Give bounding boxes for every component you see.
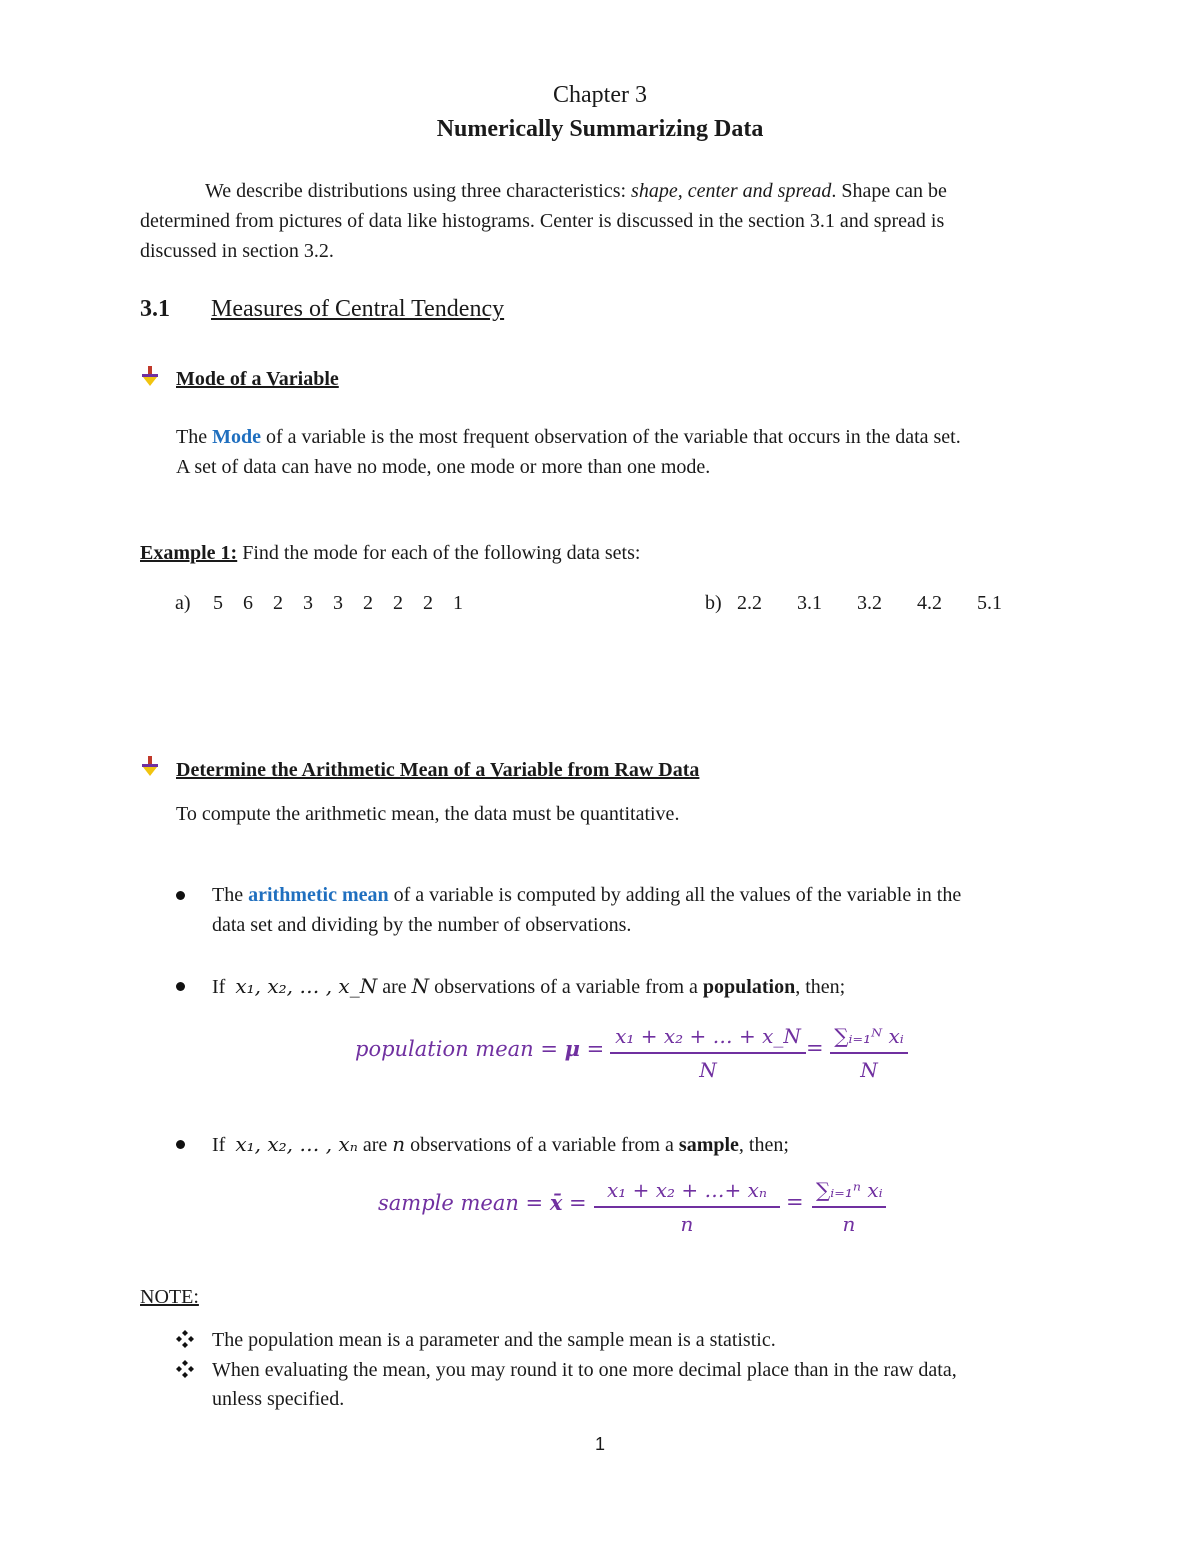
bullet-icon bbox=[176, 982, 185, 991]
example-1a-values: 5 6 2 3 3 2 2 2 1 bbox=[213, 592, 463, 614]
intro-line-2: determined from pictures of data like histograms. Center is discussed in the section 3.1 and spread is bbox=[140, 210, 945, 232]
sample-mean-fraction: $\frac{\text{x₁ + x₂ + …+ xₙ}}{n}$ bbox=[594, 1178, 780, 1236]
section-title: Measures of Central Tendency bbox=[211, 296, 505, 322]
note-item-2: When evaluating the mean, you may round it to one more decimal place than in the raw data, bbox=[212, 1359, 957, 1381]
sample-mean-equals: = bbox=[786, 1190, 804, 1214]
mean-heading: Determine the Arithmetic Mean of a Variable from Raw Data bbox=[176, 759, 700, 781]
intro-line-1: We describe distributions using three characteristics: shape, center and spread. Shape can be bbox=[205, 180, 947, 202]
example-1b-values: 2.2 3.1 3.2 4.2 5.1 bbox=[737, 592, 1002, 614]
mean-bullet-2: If x₁, x₂, … , x_N are N observations of a variable from a population, then; bbox=[212, 974, 846, 998]
population-mean-sum-fraction: $\frac{\text{∑ᵢ₌₁ᴺ xᵢ}}{N}$ bbox=[830, 1024, 908, 1082]
bullet-icon bbox=[176, 891, 185, 900]
mean-bullet-1: The arithmetic mean of a variable is computed by adding all the values of the variable in the bbox=[212, 884, 962, 906]
mean-intro: To compute the arithmetic mean, the data must be quantitative. bbox=[176, 803, 680, 825]
sample-mean-sum-fraction: $\frac{\text{∑ᵢ₌₁ⁿ xᵢ}}{n}$ bbox=[812, 1178, 886, 1236]
mode-definition: The Mode of a variable is the most frequent observation of the variable that occurs in the data set. bbox=[176, 426, 961, 448]
sample-mean-lhs: sample mean = x̄ = bbox=[378, 1190, 587, 1215]
note-item-1: The population mean is a parameter and the sample mean is a statistic. bbox=[212, 1329, 776, 1351]
note-item-2-line-2: unless specified. bbox=[212, 1388, 345, 1410]
arrow-down-icon bbox=[141, 366, 159, 386]
page-title: Numerically Summarizing Data bbox=[436, 116, 764, 142]
example-1b-label: b) bbox=[705, 592, 722, 614]
population-mean-equals: = bbox=[806, 1036, 824, 1060]
mode-definition-line-2: A set of data can have no mode, one mode or more than one mode. bbox=[176, 456, 711, 478]
arrow-down-icon bbox=[141, 756, 159, 776]
four-diamond-bullet-icon bbox=[176, 1330, 194, 1348]
example-1a-label: a) bbox=[175, 592, 191, 614]
section-number: 3.1 bbox=[140, 296, 170, 322]
population-mean-lhs: population mean = μ = bbox=[355, 1036, 605, 1061]
page-number: 1 bbox=[594, 1434, 605, 1454]
intro-line-3: discussed in section 3.2. bbox=[140, 240, 334, 262]
mean-bullet-3: If x₁, x₂, … , xₙ are n observations of a variable from a sample, then; bbox=[212, 1132, 789, 1156]
mode-heading: Mode of a Variable bbox=[176, 368, 339, 390]
example-1: Example 1: Find the mode for each of the following data sets: bbox=[140, 542, 641, 564]
bullet-icon bbox=[176, 1140, 185, 1149]
note-label: NOTE: bbox=[140, 1286, 199, 1308]
mean-bullet-1-line-2: data set and dividing by the number of observations. bbox=[212, 914, 632, 936]
chapter-label: Chapter 3 bbox=[553, 82, 647, 108]
four-diamond-bullet-icon bbox=[176, 1360, 194, 1378]
population-mean-fraction: $\frac{\text{x₁ + x₂ + … + x\_N}}{N}$ bbox=[610, 1024, 806, 1082]
